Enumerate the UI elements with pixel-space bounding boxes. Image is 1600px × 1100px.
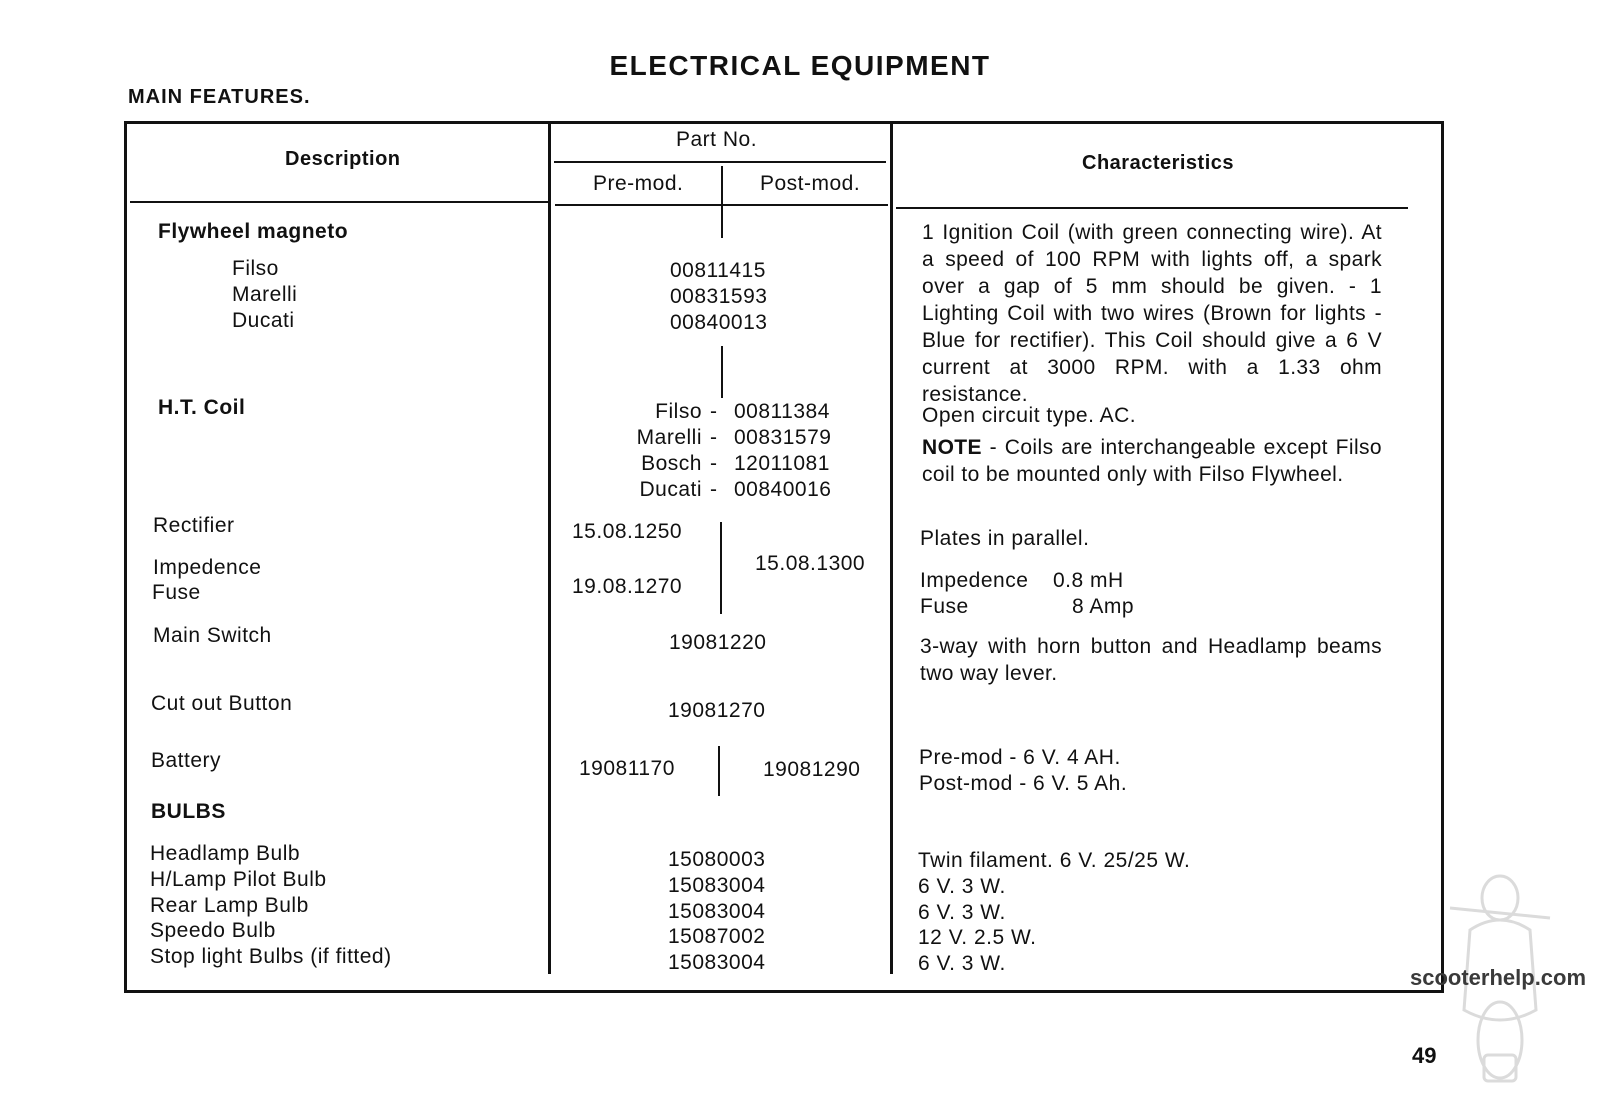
ht-coil-part: 00840016 bbox=[734, 478, 832, 501]
main-switch-part: 19081220 bbox=[669, 631, 767, 654]
bulb-label: Headlamp Bulb bbox=[150, 842, 301, 865]
bulbs-title: BULBS bbox=[151, 800, 226, 823]
bulb-characteristic: Twin filament. 6 V. 25/25 W. bbox=[918, 849, 1191, 872]
ht-coil-make: Ducati bbox=[639, 478, 702, 501]
cut-out-label: Cut out Button bbox=[151, 692, 293, 715]
header-bottom-rule-description bbox=[130, 201, 548, 203]
bulb-part: 15080003 bbox=[668, 848, 766, 871]
fuse-pre-mod-part: 19.08.1270 bbox=[572, 575, 683, 598]
fuse-label: Fuse bbox=[152, 581, 201, 604]
bulb-characteristic: 6 V. 3 W. bbox=[918, 875, 1006, 898]
note-text: - Coils are interchangeable except Filso coil to be mounted only with Filso Flywheel. bbox=[922, 436, 1382, 486]
premod-postmod-divider bbox=[721, 346, 723, 398]
header-characteristics: Characteristics bbox=[1082, 152, 1235, 174]
premod-postmod-divider bbox=[720, 522, 722, 614]
bulb-characteristic: 12 V. 2.5 W. bbox=[918, 926, 1037, 949]
watermark-text: scooterhelp.com bbox=[1410, 965, 1587, 990]
impedence-char-label: Impedence bbox=[920, 569, 1029, 592]
battery-post-mod-part: 19081290 bbox=[763, 758, 861, 781]
ht-coil-note bbox=[922, 434, 1382, 488]
premod-postmod-divider bbox=[721, 166, 723, 238]
ht-coil-part: 00811384 bbox=[734, 400, 830, 423]
main-switch-label: Main Switch bbox=[153, 624, 272, 647]
ht-coil-make: Bosch bbox=[641, 452, 702, 475]
main-switch-characteristic: 3-way with horn button and Headlamp beams two way lever. bbox=[920, 635, 1382, 685]
header-description: Description bbox=[285, 148, 401, 170]
rectifier-label: Rectifier bbox=[153, 514, 235, 537]
bulb-characteristic: 6 V. 3 W. bbox=[918, 952, 1006, 975]
column-divider-description bbox=[548, 122, 551, 974]
flywheel-part: 00811415 bbox=[670, 259, 766, 282]
bulb-characteristic: 6 V. 3 W. bbox=[918, 901, 1006, 924]
impedence-char-value: 0.8 mH bbox=[1053, 569, 1124, 592]
section-title: MAIN FEATURES. bbox=[128, 86, 311, 108]
flywheel-part: 00831593 bbox=[670, 285, 768, 308]
flywheel-part: 00840013 bbox=[670, 311, 768, 334]
bulb-label: Rear Lamp Bulb bbox=[150, 894, 309, 917]
rectifier-impedence-post-mod-part: 15.08.1300 bbox=[755, 552, 866, 575]
rectifier-pre-mod-part: 15.08.1250 bbox=[572, 520, 683, 543]
page-title: ELECTRICAL EQUIPMENT bbox=[609, 50, 991, 81]
note-label: NOTE bbox=[922, 436, 982, 459]
cut-out-part: 19081270 bbox=[668, 699, 766, 722]
header-bottom-rule-characteristics bbox=[896, 207, 1408, 209]
bulb-label: Speedo Bulb bbox=[150, 919, 276, 942]
bulb-part: 15083004 bbox=[668, 951, 766, 974]
premod-postmod-divider bbox=[718, 746, 720, 796]
ht-coil-part: 00831579 bbox=[734, 426, 832, 449]
flywheel-make: Ducati bbox=[232, 309, 295, 332]
bulb-label: H/Lamp Pilot Bulb bbox=[150, 868, 327, 891]
battery-char-pre: Pre-mod - 6 V. 4 AH. bbox=[919, 746, 1121, 769]
flywheel-make: Marelli bbox=[232, 283, 298, 306]
ht-coil-characteristic: Open circuit type. AC. bbox=[922, 404, 1137, 427]
fuse-char-value: 8 Amp bbox=[1072, 595, 1135, 618]
ht-coil-dash: - bbox=[710, 426, 718, 449]
header-post-mod: Post-mod. bbox=[760, 172, 861, 195]
bulb-part: 15083004 bbox=[668, 874, 766, 897]
partno-subheader-rule bbox=[554, 161, 886, 163]
ht-coil-dash: - bbox=[710, 478, 718, 501]
header-part-no: Part No. bbox=[676, 128, 758, 151]
bulb-part: 15083004 bbox=[668, 900, 766, 923]
column-divider-characteristics bbox=[890, 122, 893, 974]
flywheel-title: Flywheel magneto bbox=[158, 220, 349, 243]
ht-coil-dash: - bbox=[710, 400, 718, 423]
rectifier-characteristic: Plates in parallel. bbox=[920, 527, 1090, 550]
bulb-label: Stop light Bulbs (if fitted) bbox=[150, 945, 392, 968]
ht-coil-title: H.T. Coil bbox=[158, 396, 246, 419]
ht-coil-part: 12011081 bbox=[734, 452, 830, 475]
battery-char-post: Post-mod - 6 V. 5 Ah. bbox=[919, 772, 1128, 795]
fuse-char-label: Fuse bbox=[920, 595, 969, 618]
page-number: 49 bbox=[1412, 1043, 1437, 1068]
ht-coil-make: Marelli bbox=[636, 426, 702, 449]
battery-pre-mod-part: 19081170 bbox=[579, 757, 675, 780]
flywheel-characteristics: 1 Ignition Coil (with green connecting wire). At a speed of 100 RPM with lights off, a spark over a gap of 5 mm should be given. - 1 Lighting Coil with two wires (Brown for lights - Blue for rectifier). This Coil should give a 6 V current at 3000 RPM. with a 1.33 ohm resistance. bbox=[922, 221, 1382, 406]
battery-label: Battery bbox=[151, 749, 222, 772]
bulb-part: 15087002 bbox=[668, 925, 766, 948]
ht-coil-dash: - bbox=[710, 452, 718, 475]
flywheel-make: Filso bbox=[232, 257, 279, 280]
impedence-label: Impedence bbox=[153, 556, 262, 579]
ht-coil-make: Filso bbox=[655, 400, 702, 423]
header-pre-mod: Pre-mod. bbox=[593, 172, 684, 195]
